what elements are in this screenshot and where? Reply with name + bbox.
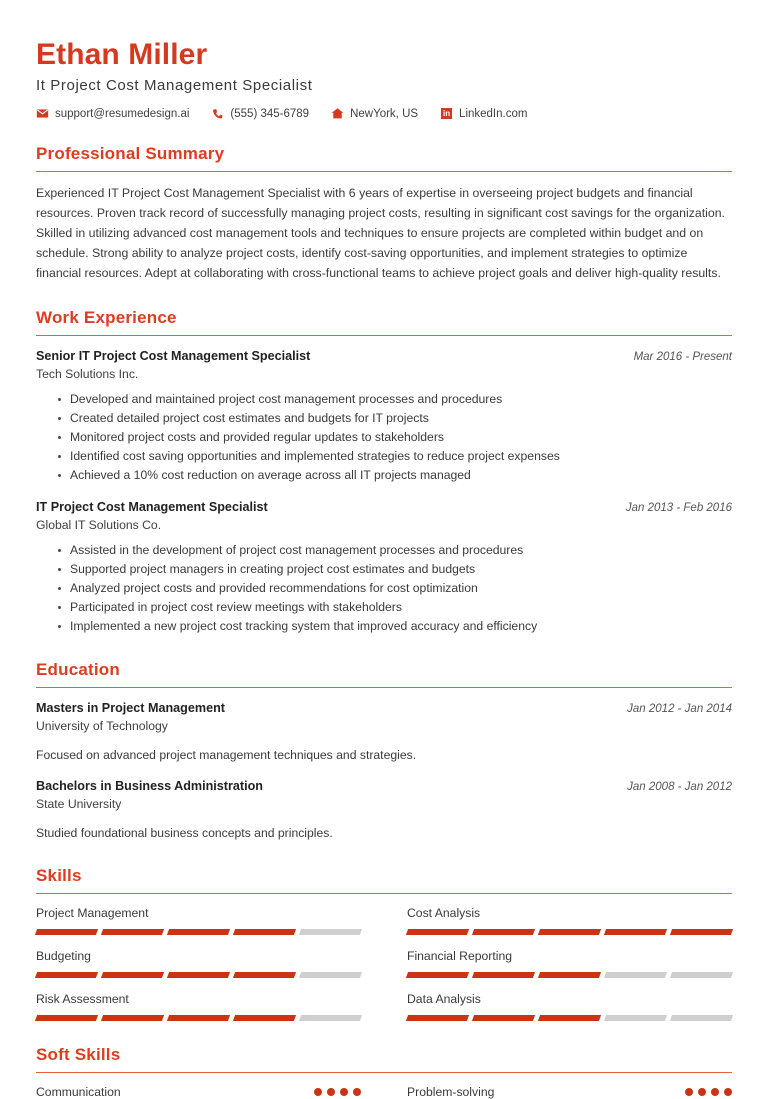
degree-title: Bachelors in Business Administration (36, 778, 263, 793)
job-bullets (36, 390, 732, 485)
soft-skill-label: Communication (36, 1084, 121, 1099)
bullet-item: Achieved a 10% cost reduction on average across all IT projects managed (58, 466, 732, 485)
soft-skills-grid (36, 1085, 732, 1099)
skill-segment (101, 972, 164, 978)
skill-segment (233, 929, 296, 935)
section-professional-summary (36, 144, 732, 284)
section-title: Professional Summary (36, 144, 225, 163)
school-name: University of Technology (36, 718, 168, 733)
skill-label: Cost Analysis (407, 905, 481, 920)
skill-segment (604, 1015, 667, 1021)
section-divider (36, 1072, 732, 1073)
contact-phone[interactable] (211, 107, 309, 120)
entry-header (36, 348, 732, 365)
skill-level-bar (407, 972, 732, 978)
bullet-item: Assisted in the development of project cost management processes and procedures (58, 541, 732, 560)
section-skills (36, 866, 732, 1021)
skill-item (407, 992, 732, 1021)
bullet-item: Implemented a new project cost tracking system that improved accuracy and efficiency (58, 617, 732, 636)
skill-level-bar (36, 1015, 361, 1021)
soft-skill-item (407, 1085, 732, 1099)
email-icon (36, 107, 49, 120)
contact-location-label: NewYork, US (350, 107, 419, 120)
education-entry (36, 700, 732, 764)
linkedin-icon: in (442, 109, 451, 118)
skill-segment (35, 929, 98, 935)
contact-linkedin[interactable] (440, 107, 527, 120)
skill-segment (101, 929, 164, 935)
section-divider (36, 893, 732, 894)
skill-segment (406, 972, 469, 978)
job-date: Jan 2013 - Feb 2016 (625, 501, 732, 514)
rating-dot (698, 1088, 706, 1096)
contact-phone-label: (555) 345-6789 (230, 107, 310, 120)
section-divider (36, 171, 732, 172)
section-soft-skills (36, 1045, 732, 1099)
phone-icon (211, 107, 224, 120)
education-entry (36, 778, 732, 842)
skill-segment (299, 972, 362, 978)
degree-description: Studied foundational business concepts and principles. (36, 825, 333, 840)
section-divider (36, 687, 732, 688)
section-title: Work Experience (36, 307, 177, 327)
section-divider (36, 335, 732, 336)
section-title: Soft Skills (36, 1044, 121, 1064)
skill-segment (472, 972, 535, 978)
skill-label: Risk Assessment (36, 991, 129, 1006)
skill-segment (35, 1015, 98, 1021)
skill-segment (233, 1015, 296, 1021)
skill-segment (167, 1015, 230, 1021)
degree-date: Jan 2012 - Jan 2014 (627, 702, 732, 715)
section-title: Skills (36, 865, 82, 885)
bullet-item: Supported project managers in creating project cost estimates and budgets (58, 560, 732, 579)
soft-skill-rating (685, 1088, 732, 1096)
degree-description: Focused on advanced project management techniques and strategies. (36, 747, 417, 762)
rating-dot (314, 1088, 322, 1096)
skill-level-bar (36, 929, 361, 935)
bullet-item: Created detailed project cost estimates and budgets for IT projects (58, 409, 732, 428)
resume-header (36, 38, 732, 120)
bullet-item: Participated in project cost review meetings with stakeholders (58, 598, 732, 617)
skill-item (36, 992, 361, 1021)
skill-item (407, 906, 732, 935)
soft-skill-rating (314, 1088, 361, 1096)
entry-header (36, 778, 732, 795)
rating-dot (353, 1088, 361, 1096)
contact-row (36, 107, 732, 120)
rating-dot (327, 1088, 335, 1096)
contact-email-label: support@resumedesign.ai (55, 107, 190, 120)
job-title: Senior IT Project Cost Management Specialist (36, 348, 311, 363)
skill-item (36, 949, 361, 978)
degree-title: Masters in Project Management (36, 700, 225, 715)
skill-level-bar (407, 1015, 732, 1021)
skill-segment (538, 929, 601, 935)
skills-grid (36, 906, 732, 1021)
rating-dot (724, 1088, 732, 1096)
rating-dot (711, 1088, 719, 1096)
entry-header (36, 499, 732, 516)
skill-segment (538, 972, 601, 978)
skill-segment (406, 929, 469, 935)
skill-label: Budgeting (36, 948, 91, 963)
contact-email[interactable] (36, 107, 189, 120)
candidate-headline: It Project Cost Management Specialist (36, 77, 313, 94)
skill-segment (233, 972, 296, 978)
job-bullets (36, 541, 732, 636)
contact-location[interactable] (331, 107, 418, 120)
section-work-experience (36, 308, 732, 636)
experience-entry (36, 499, 732, 636)
skill-level-bar (407, 929, 732, 935)
soft-skill-item (36, 1085, 361, 1099)
skill-segment (604, 972, 667, 978)
skill-segment (472, 929, 535, 935)
degree-date: Jan 2008 - Jan 2012 (627, 780, 732, 793)
bullet-item: Analyzed project costs and provided recommendations for cost optimization (58, 579, 732, 598)
skill-segment (35, 972, 98, 978)
skill-label: Data Analysis (407, 991, 481, 1006)
rating-dot (340, 1088, 348, 1096)
job-date: Mar 2016 - Present (633, 350, 732, 363)
job-company: Tech Solutions Inc. (36, 366, 139, 381)
skill-level-bar (36, 972, 361, 978)
skill-segment (604, 929, 667, 935)
soft-skill-label: Problem-solving (407, 1084, 495, 1099)
skill-segment (538, 1015, 601, 1021)
skill-item (36, 906, 361, 935)
section-title: Education (36, 659, 120, 679)
job-company: Global IT Solutions Co. (36, 517, 162, 532)
bullet-item: Developed and maintained project cost management processes and procedures (58, 390, 732, 409)
job-title: IT Project Cost Management Specialist (36, 499, 268, 514)
contact-linkedin-label: LinkedIn.com (459, 107, 528, 120)
bullet-item: Identified cost saving opportunities and implemented strategies to reduce project expenses (58, 447, 732, 466)
skill-segment (670, 929, 733, 935)
skill-segment (167, 929, 230, 935)
rating-dot (685, 1088, 693, 1096)
bullet-item: Monitored project costs and provided regular updates to stakeholders (58, 428, 732, 447)
skill-segment (670, 972, 733, 978)
skill-segment (299, 1015, 362, 1021)
skill-segment (472, 1015, 535, 1021)
skill-segment (101, 1015, 164, 1021)
skill-label: Financial Reporting (407, 948, 513, 963)
home-icon (331, 107, 344, 120)
experience-entry (36, 348, 732, 485)
skill-segment (670, 1015, 733, 1021)
candidate-name: Ethan Miller (36, 38, 208, 71)
skill-segment (406, 1015, 469, 1021)
skill-segment (299, 929, 362, 935)
summary-text: Experienced IT Project Cost Management Specialist with 6 years of expertise in overseeing project budgets and financial resources. Proven track record of successfully managing project costs, resulting in significant cost savings for the organization. Skilled in utilizing advanced cost management tools and techniques to ensure projects are completed within budget and on schedule. Strong ability to analyze project costs, identify cost-saving opportunities, and implement strategies to optimize financial resources. Adept at collaborating with cross-functional teams to achieve project goals and deliver high-quality results. (36, 186, 725, 280)
skill-item (407, 949, 732, 978)
skill-segment (167, 972, 230, 978)
skill-label: Project Management (36, 905, 149, 920)
entry-header (36, 700, 732, 717)
school-name: State University (36, 796, 122, 811)
section-education (36, 660, 732, 842)
